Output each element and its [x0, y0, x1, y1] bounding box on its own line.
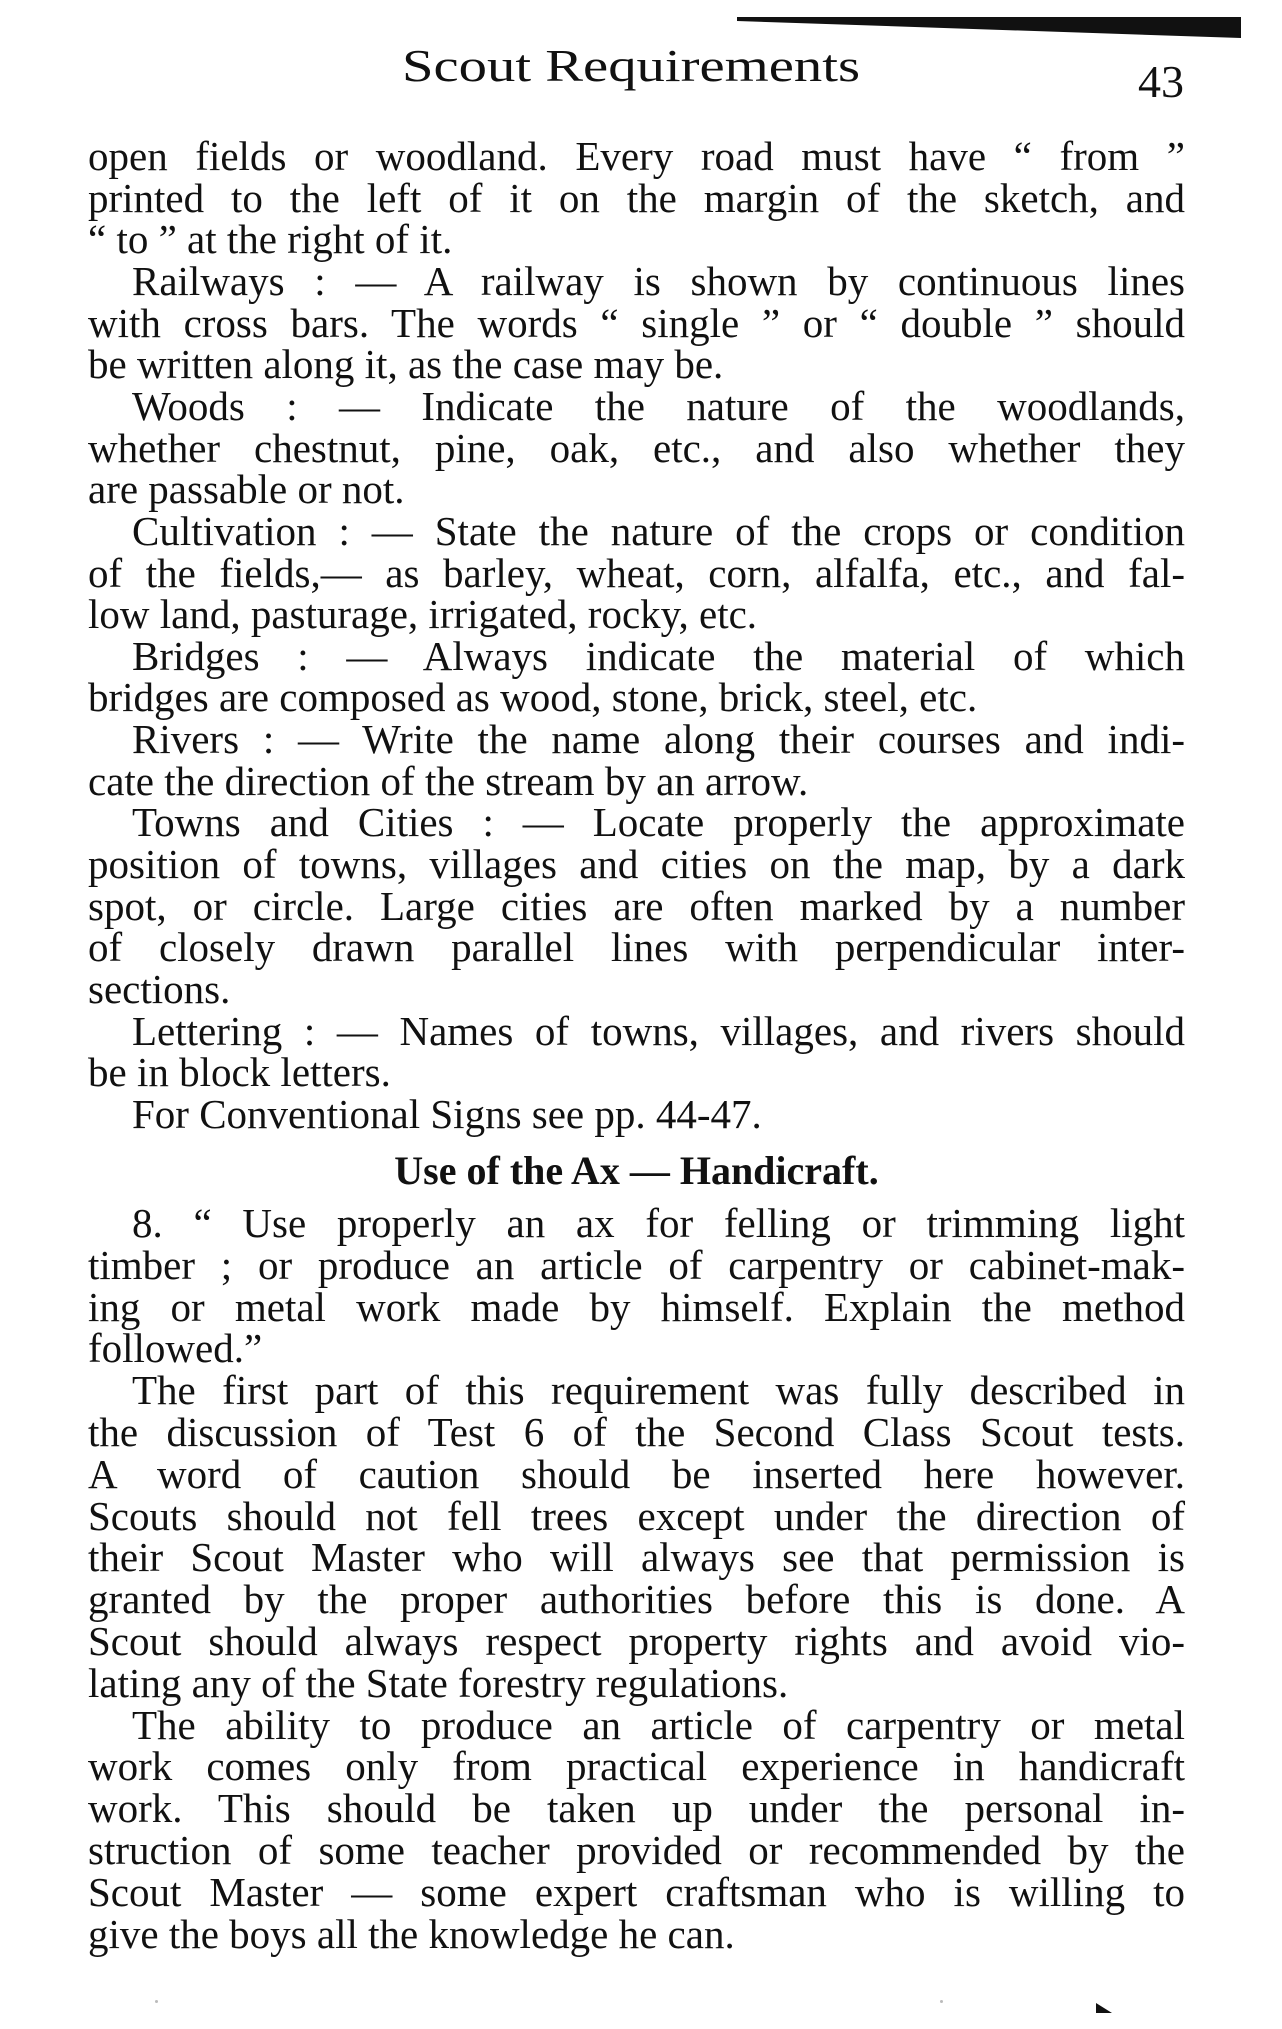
text-line-content: printed to the left of it on the margin of the sketch, and — [88, 174, 1185, 221]
text-line-content: A word of caution should be inserted here however. — [88, 1450, 1185, 1497]
text-line — [132, 799, 1185, 846]
text-line — [88, 1450, 1185, 1497]
text-line-content: low land, pasturage, irrigated, rocky, etc. — [88, 591, 758, 638]
text-line-content: spot, or circle. Large cities are often marked by a number — [88, 882, 1185, 929]
text-line-content: be written along it, as the case may be. — [88, 341, 724, 388]
text-line — [88, 174, 1185, 221]
text-line — [88, 216, 1185, 263]
text-line — [88, 1492, 1185, 1539]
text-line-content: are passable or not. — [88, 466, 405, 513]
text-line-content: their Scout Master who will always see that permission is — [88, 1534, 1185, 1581]
text-line-content: of closely drawn parallel lines with perpendicular inter- — [88, 924, 1185, 971]
print-speck — [1096, 2003, 1112, 2013]
text-line — [88, 341, 1185, 388]
text-line-content: Towns and Cities : — Locate properly the approximate — [132, 799, 1185, 846]
text-line — [88, 1411, 1185, 1453]
text-line-content: Railways : — A railway is shown by continuous lines — [132, 257, 1185, 304]
text-line — [88, 1743, 1185, 1790]
text-line-content: whether chestnut, pine, oak, etc., and also whether they — [88, 424, 1185, 471]
text-line — [88, 1283, 1185, 1330]
text-line — [88, 1576, 1185, 1623]
text-line-content: Lettering : — Names of towns, villages, and rivers should — [132, 1007, 1185, 1054]
text-line-content: granted by the proper authorities before this is done. A — [88, 1576, 1185, 1623]
text-line — [132, 257, 1185, 304]
text-line-content: followed.” — [88, 1325, 263, 1372]
text-line — [132, 1367, 1185, 1414]
header-rule-shape — [737, 17, 1241, 38]
text-line-content: position of towns, villages and cities on the map, by a dark — [88, 841, 1185, 888]
text-line — [132, 1007, 1185, 1054]
text-line — [132, 716, 1185, 763]
text-line — [88, 1620, 1185, 1662]
text-line — [88, 549, 1185, 596]
text-line — [88, 1534, 1185, 1581]
text-line-content: Rivers : — Write the name along their courses and indi- — [132, 716, 1185, 763]
text-line-content: Scout Master — some expert craftsman who is willing to — [88, 1868, 1185, 1915]
text-line — [88, 757, 1185, 804]
text-line-content: Woods : — Indicate the nature of the woodlands, — [132, 382, 1185, 429]
text-line — [132, 632, 1185, 679]
text-line-content: 8. “ Use properly an ax for felling or trimming light — [132, 1200, 1185, 1246]
text-line — [132, 507, 1185, 554]
text-line-content: give the boys all the knowledge he can. — [88, 1910, 735, 1957]
text-line — [132, 1090, 1185, 1137]
text-line — [132, 382, 1185, 429]
text-line — [88, 924, 1185, 971]
text-line-content: timber ; or produce an article of carpentry or cabinet-mak- — [88, 1241, 1185, 1288]
text-line — [88, 1241, 1185, 1288]
text-line-content: cate the direction of the stream by an arrow. — [88, 757, 809, 804]
text-line — [88, 466, 1185, 513]
text-line — [88, 882, 1185, 929]
text-line-content: bridges are composed as wood, stone, brick, steel, etc. — [88, 674, 978, 721]
text-line-content: work comes only from practical experience in handicraft — [88, 1743, 1185, 1790]
text-line — [88, 1868, 1185, 1915]
text-line-content: Scout should always respect property rights and avoid vio- — [88, 1618, 1185, 1664]
text-line-content: Cultivation : — State the nature of the crops or condition — [132, 507, 1185, 554]
page-number: 43 — [1138, 56, 1184, 107]
text-line-content: be in block letters. — [88, 1049, 391, 1096]
running-title: Scout Requirements — [402, 40, 860, 91]
text-line-content: struction of some teacher provided or recommended by the — [88, 1827, 1185, 1873]
text-line — [88, 1785, 1185, 1832]
text-line — [88, 424, 1185, 471]
text-line — [88, 1829, 1185, 1871]
text-line — [88, 1910, 1185, 1957]
text-line-content: lating any of the State forestry regulations. — [88, 1659, 789, 1706]
text-line — [132, 1701, 1185, 1748]
text-line-content: work. This should be taken up under the personal in- — [88, 1785, 1185, 1832]
text-line-content: sections. — [88, 966, 231, 1012]
text-line — [88, 1659, 1185, 1706]
text-line-content: The first part of this requirement was fully described in — [132, 1367, 1185, 1414]
text-line-content: For Conventional Signs see pp. 44-47. — [132, 1090, 762, 1137]
text-line — [88, 135, 1185, 177]
text-line-content: “ to ” at the right of it. — [88, 216, 453, 263]
text-line — [88, 841, 1185, 888]
text-line-content: ing or metal work made by himself. Explain the method — [88, 1283, 1185, 1330]
print-dot — [155, 2000, 158, 2003]
text-line-content: Scouts should not fell trees except under the direction of — [88, 1492, 1185, 1539]
text-line — [88, 1325, 1185, 1372]
text-line-content: of the fields,— as barley, wheat, corn, alfalfa, etc., and fal- — [88, 549, 1185, 596]
text-line — [88, 299, 1185, 346]
text-line-content: Bridges : — Always indicate the material of which — [132, 632, 1185, 679]
text-line — [88, 591, 1185, 638]
text-line-content: open fields or woodland. Every road must have “ from ” — [88, 133, 1185, 179]
print-dot — [940, 2000, 943, 2003]
text-line — [88, 674, 1185, 721]
text-line-content: the discussion of Test 6 of the Second Class Scout tests. — [88, 1409, 1185, 1455]
text-line-content: The ability to produce an article of carpentry or metal — [132, 1701, 1185, 1748]
section-heading: Use of the Ax — Handicraft. — [394, 1148, 879, 1193]
text-line — [88, 1049, 1185, 1096]
text-line-content: with cross bars. The words “ single ” or “ double ” should — [88, 299, 1185, 346]
text-line — [132, 1202, 1185, 1244]
text-line — [88, 968, 1185, 1010]
